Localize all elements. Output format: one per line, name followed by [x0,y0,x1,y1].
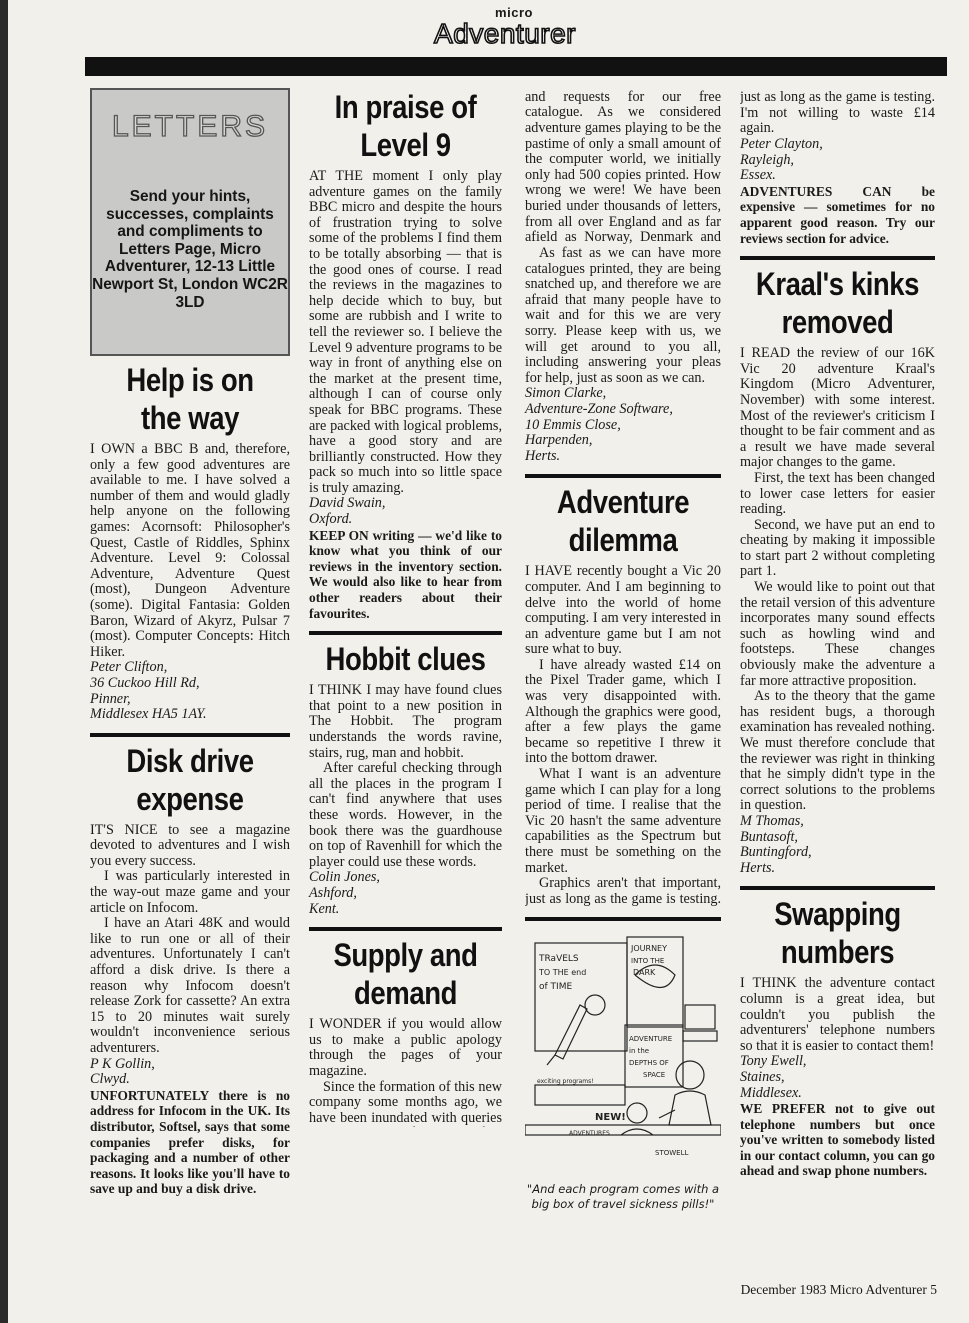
dilemma-continuation: just as long as the game is testing. I'm not willing to waste £14 again. [740,90,935,137]
signature-line: M Thomas, [740,812,804,829]
divider [90,733,290,737]
sign-travels: TRaVELS [539,954,579,965]
letter-body: Second, we have put an end to cheating by making it impossible to start part 2 without completing part 1. [740,516,935,580]
shelf-label: exciting programs! [537,1078,594,1086]
signature [740,1054,935,1101]
letter-body: I HAVE recently bought a Vic 20 computer. And I am beginning to delve into the world of home computing. I am very interested in an adventure game but I am not sure what to buy. [525,563,721,658]
signature-line: Middlesex. [740,1084,802,1101]
letter-title-swap: Swapping numbers [774,896,901,971]
signature [309,496,502,527]
letter-body-continued [525,90,721,246]
signature-line: Rayleigh, [740,151,794,168]
letter-body: I THINK I may have found clues that point to a new position in The Hobbit. The program understands the words ravine, stairs, rug, man and hobbit. [309,682,502,761]
masthead [420,6,590,54]
supply-continuation: and requests for our free catalogue. As we considered adventure games playing to be the pastime of only a small amount of the computer world, we initially only had 500 copies printed. How wrong we were! We have been buried under thousands of letters, from all over England and as far afield as Norway, Denmark and [525,90,721,246]
letter-body: As fast as we can have more catalogues printed, they are being snatched up, and therefore we are afraid that many people have to wait and for this we are very sorry. Please keep with us, we will get around to you all, including answering your pleas for help, just as soon as we can. [525,245,721,386]
computer-screen [685,1005,715,1029]
letter-title-help: Help is on the way [126,362,254,436]
letter-body: What I want is an adventure game which I can play for a long period of time. I realise that the Vic 20 hasn't the same adventure capabilities as the Spectrum but there must be something on the market. [525,766,721,876]
signature [90,1057,290,1088]
signature-line: Harpenden, [525,432,593,449]
binding-edge [0,0,8,1323]
svg-text:DARK: DARK [633,968,656,978]
letter-body: I WONDER if you would allow us to make a public apology through the pages of your magazine. [309,1016,502,1079]
signature-line: Adventure-Zone Software, [525,400,673,417]
letter-body: I have already wasted £14 on the Pixel Trader game, which I was very disappointed with. Although the graphics were good, after a few plays the game became so repetitive I threw it into the bottom drawer. [525,656,721,767]
customer-head [627,1103,647,1123]
letter-body: We would like to point out that the retail version of this adventure incorporates many sound effects such as howling wind and footsteps. These changes obviously make the adventure a far more attractive proposition. [740,579,935,689]
signature-line: Ashford, [309,884,357,901]
editor-reply: UNFORTUNATELY there is no address for Infocom in the UK. Its distributor, Softsel, says that some companies prefer disks, for packaging and a number of other reasons. It looks like you'll have to save up and buy a disk drive. [90,1087,290,1197]
box-label: ADVENTURES [569,1130,610,1138]
letter-title-supply: Supply and demand [333,937,478,1012]
letter-body: As to the theory that the game has resident bugs, a thorough examination has revealed nothing. We must therefore conclude that the reviewer was right in thinking that he simply didn't type in the correct solutions to the problems in question. [740,688,935,814]
signature-line: 10 Emmis Close, [525,416,621,433]
signature-line: Herts. [740,859,776,876]
signature-line: P K Gollin, [90,1055,155,1072]
letter-body: I OWN a BBC B and, therefore, only a few good adventures are available to me. I have solved a number of them and would gladly help anyone on the following games: Acornsoft: Philosopher's Quest, Castle of Riddles, Sphinx Adventure. Level 9: Colossal Adventure, Adventure Quest (most), Dungeon Adventure (some). Digital Fantasia: Golden Baron, Wizard of Akyrz, Pulsar 7 (most). Computer Concepts: Hitch Hiker. [90,441,290,660]
letter-body [525,876,721,907]
page-footer: December 1983 Micro Adventurer 5 [740,1282,937,1297]
shelf [535,1085,625,1105]
signature-line: Herts. [525,447,561,464]
signature-line: Colin Jones, [309,869,380,886]
letter-title-dilemma: Adventure dilemma [556,484,690,559]
divider [309,631,502,635]
column-4 [740,90,935,1179]
letter-body: I was particularly interested in the way-out maze game and your article on Infocom. [90,868,290,916]
letter-body: IT'S NICE to see a magazine devoted to adventures and I wish you every success. [90,821,290,869]
signature-line: Kent. [309,900,340,917]
svg-text:in the: in the [629,1047,650,1056]
letter-body: First, the text has been changed to lower case letters for easier reading. [740,469,935,518]
signature-line: Peter Clifton, [90,659,168,676]
letter-body-continued [740,90,935,137]
cartoon-illustration [525,935,721,1175]
letter-body: After careful checking through all the places in the program I can't find anywhere that uses these words. However, in the book there was the guardhouse on top of Ravenhill for which the player could use these words. [309,760,502,870]
letter-body: I have an Atari 48K and would like to run one or all of their adventures. Unfortunately I can't afford a disk drive. Is there a reason why Infocom doesn't release Zork for cassette? An extra 15 to 20 minutes wait surely wouldn't inconvenience serious adventurers. [90,915,290,1056]
signature-line: Staines, [740,1068,785,1085]
signature-line: Simon Clarke, [525,385,607,402]
masthead-logo: Adventurer [434,18,576,49]
shopkeeper-head [676,1061,704,1089]
signature-line: Essex. [740,167,776,184]
editor-reply: ADVENTURES CAN be expensive — sometimes for no apparent good reason. Try our reviews section for advice. [740,183,935,246]
header-bar [85,57,947,76]
svg-text:TO THE end: TO THE end [539,968,587,978]
signature-line: 36 Cuckoo Hill Rd, [90,674,200,691]
sign-journey: JOURNEY [631,944,667,954]
signature-line: Oxford. [309,511,353,528]
signature-line: Clwyd. [90,1071,130,1088]
letter-title-disk: Disk drive expense [126,742,254,817]
signature-line: David Swain, [309,495,386,512]
letter-body: I READ the review of our 16K Vic 20 adventure Kraal's Kingdom (Micro Adventurer, November) with some interest. Most of the reviewer's criticism I thought to be fair comment and as a result we have made several major changes to the game. [740,345,935,471]
signature-line: Middlesex HA5 1AY. [90,706,207,723]
dilemma-last-para: Graphics aren't that important, just as long as the game is testing. [525,876,721,907]
signature-line: Tony Ewell, [740,1053,807,1070]
letters-title: LETTERS [111,110,269,143]
letter-body: AT THE moment I only play adventure games on the family BBC micro and despite the hours of frustration trying to solve some of the problems I find them to be totally absorbing — that is the good ones of course. I read the reviews in the magazines to help decide which to buy, but some are rubbish and I write to tell the reviewer so. I believe the Level 9 adventure programs to be way in front of anything else on the market at the present time, although I can of course only speak for BBC programs. These are packed with logical problems, have a good story and are brilliantly constructed. How they pack so much into so little space is truly amazing. [309,168,502,496]
divider [309,927,502,931]
signature-line: Peter Clayton, [740,136,823,152]
letter-body: I THINK the adventure contact column is a great idea, but couldn't you publish the adventurers' telephone numbers so that it is easier to contact them! [740,975,935,1054]
svg-text:INTO THE: INTO THE [631,957,665,966]
signature [740,137,935,184]
letter-body: Since the formation of this new company some months ago, we have been inundated with queries [309,1079,502,1126]
divider [525,917,721,921]
artist-signature: STOWELL [655,1149,689,1158]
column-2 [309,88,502,1127]
letter-title-hobbit: Hobbit clues [325,641,486,678]
letters-box [90,88,290,356]
signature-line: Buntingford, [740,844,812,861]
signature [309,870,502,917]
divider [740,886,935,890]
svg-text:SPACE: SPACE [643,1071,666,1080]
new-sign: NEW! [595,1112,626,1124]
editor-reply: WE PREFER not to give out telephone numbers but once you've written to somebody listed in our contact column, you can go ahead and swap phone numbers. [740,1101,935,1179]
letters-address: Send your hints, successes, complaints and compliments to Letters Page, Micro Adventurer, 12-13 Little Newport St, London WC2R 3LD [92,188,288,311]
sign-depths: ADVENTURE [629,1035,673,1044]
signature-line: Buntasoft, [740,828,798,845]
letter-title-praise: In praise of Level 9 [334,89,477,163]
masthead-micro: micro [495,5,533,20]
signature-line: Pinner, [90,690,131,707]
column-1 [90,88,290,1197]
divider [525,474,721,478]
divider [740,256,935,260]
signature [90,660,290,722]
svg-text:of TIME: of TIME [539,982,573,993]
signature [740,814,935,876]
editor-reply: KEEP ON writing — we'd like to know what you think of our reviews in the inventory section. We would also like to hear from other readers about their favourites. [309,527,502,621]
svg-text:DEPTHS OF: DEPTHS OF [629,1059,669,1068]
column-3 [525,90,721,1212]
letter-title-kraal: Kraal's kinks removed [755,266,920,341]
cartoon-caption: "And each program comes with a big box of travel sickness pills!" [526,1182,720,1212]
signature [525,386,721,464]
